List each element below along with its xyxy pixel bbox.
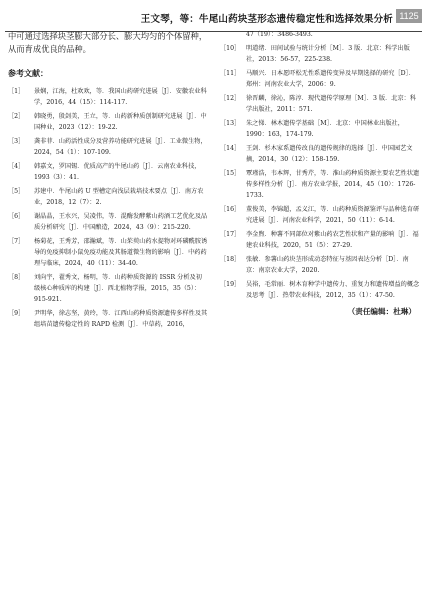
reference-list-right: [220, 44, 420, 302]
reference-item: [220, 280, 420, 302]
reference-text: 韩嘉文，罗国锡．优质高产的牛尾山药［J］．云南农业科技，1993（3）：41.: [34, 163, 201, 181]
reference-text: 董俊美，李锦超，孟义江，等．山药种质资源鉴评与品种选育研究进展［J］．河南农业科学，2021，50（11）：6-14.: [246, 206, 420, 224]
reference-text: 尹明华，徐志坚，黄玲，等．江西山药种质资源遗传多样性及其组培苗遗传稳定性的 RAPD 检测［J］．中草药，2016，: [34, 309, 208, 328]
reference-number: ［3］: [8, 138, 25, 145]
reference-number: ［4］: [8, 163, 25, 170]
reference-item: [220, 169, 420, 202]
reference-item: [220, 230, 420, 252]
reference-text: 杨菊花，王秀芳，邵瀚斌，等．山茱萸山药水提物对环磷酰胺诱导的免疫抑制小鼠免疫功能及其肠道微生物的影响［J］．中药药理与临床，2024，40（11）：34-40.: [34, 238, 208, 267]
reference-text: 苏建中．牛尾山药 U 型槽定向浅层栽培技术要点［J］．南方农业，2018，12（7）：2.: [34, 188, 204, 206]
reference-number: ［19］: [220, 281, 241, 288]
reference-list-left: [8, 87, 208, 331]
references-heading: 参考文献：: [8, 69, 48, 78]
reference-number: ［12］: [220, 95, 241, 103]
reference-text: 张敏．参薯山药块茎形成动态特征与基因表达分析［D］．南京：南京农业大学，2020.: [246, 256, 409, 274]
reference-text: 谢晶晶，王水兴，吴凌伟，等．混酶发酵紫山药酒工艺优化及品质分析研究［J］．中国酿造，2024，43（9）：215-220.: [34, 213, 208, 231]
reference-text: 明道绪．田间试验与统计分析［M］．3 版．北京：科学出版社，2013：56-57，225-238.: [246, 45, 410, 63]
reference-number: ［9］: [8, 309, 25, 317]
reference-item: [220, 44, 420, 66]
reference-text: 马顺兴．日本愿吓松无性系遗传变异及早期选择的研究［D］．郑州：河南农业大学，2006：9.: [246, 70, 415, 88]
reference-item: [220, 255, 420, 277]
reference-number: ［15］: [220, 170, 241, 178]
body-paragraph: 中可通过选择块茎膨大部分长、膨大均匀的个体留种，从而育成优良的品种。: [8, 31, 208, 54]
reference-item: [220, 144, 420, 166]
reference-item: [220, 205, 420, 227]
reference-item: [8, 273, 208, 306]
reference-number: ［6］: [8, 213, 25, 220]
reference-item: [8, 162, 208, 184]
running-header: [0, 6, 427, 28]
reference-item: [220, 69, 420, 91]
reference-number: ［11］: [220, 70, 241, 78]
reference-text: 徐晋麟，徐沁，陈淳．现代遗传学原理［M］．3 版．北京：科学出版社，2011：571.: [246, 95, 417, 113]
reference-text: 朱之悌．林木遗传学基础［M］．北京：中国林业出版社，1990：163，174-179.: [246, 120, 404, 138]
reference-item: [8, 112, 208, 134]
reference-continuation: 47（19）：3486-3493.: [246, 31, 313, 38]
reference-text: 王剑．杉木家系遗传改良的遗传规律的选择［J］．中国园艺文摘，2014，30（12）：158-159.: [246, 145, 413, 163]
left-column: [8, 30, 208, 334]
reference-number: ［13］: [220, 120, 241, 128]
reference-text: 景娴，江海，杜欢欢，等．我国山药研究进展［J］．安徽农业科学，2016，44（15）：114-117.: [34, 88, 207, 106]
reference-text: 韩晓勇，殷剑美，王立，等．山药新种质创制研究进展［J］．中国种业，2023（12）：19-22.: [34, 113, 207, 131]
reference-text: 龚非菲．山药活性成分及营养功能研究进展［J］．工业微生物，2024，54（1）：107-109.: [34, 138, 207, 156]
reference-number: ［2］: [8, 113, 25, 120]
editor-note: （责任编辑：杜琳）: [347, 306, 416, 316]
reference-item: [8, 212, 208, 234]
right-column: [220, 30, 420, 317]
reference-item: [8, 137, 208, 159]
reference-item: [220, 119, 420, 141]
reference-item: [8, 187, 208, 209]
reference-number: ［14］: [220, 145, 241, 153]
reference-number: ［18］: [220, 256, 241, 263]
reference-number: ［7］: [8, 238, 25, 245]
reference-text: 吴裕，毛常丽．树木育种学中遗传力、重复力和遗传增益的概念及思考［J］．热带农业科技，2012，35（1）：47-50.: [246, 281, 420, 299]
reference-item: [8, 309, 208, 331]
reference-number: ［17］: [220, 231, 241, 238]
reference-item: [8, 87, 208, 109]
running-title: 王文琴，等：牛尾山药块茎形态遗传稳定性和选择效果分析: [140, 14, 393, 25]
reference-text: 刘向宇，翟秀文，杨明，等．山药种质资源的 ISSR 分析及初级核心种质库的构建［J］．西北植物学报，2015，35（5）：915-921.: [34, 273, 202, 303]
page-number: 1125: [396, 9, 422, 23]
reference-item: [8, 237, 208, 270]
reference-number: ［1］: [8, 88, 25, 95]
reference-number: ［10］: [220, 45, 241, 53]
reference-number: ［8］: [8, 273, 25, 281]
reference-text: 李金煦．种薯不同部位对紫山药农艺性状和产量的影响［J］．福建农业科技，2020，51（5）：27-29.: [246, 231, 419, 249]
reference-number: ［16］: [220, 206, 241, 213]
reference-text: 覃瑾浩，韦本辉，甘秀芹，等．淮山药种质资源主要农艺性状遗传多样性分析［J］．南方农业学报，2014，45（10）：1726-1733.: [246, 170, 420, 199]
reference-number: ［5］: [8, 188, 25, 195]
reference-item: [220, 94, 420, 116]
